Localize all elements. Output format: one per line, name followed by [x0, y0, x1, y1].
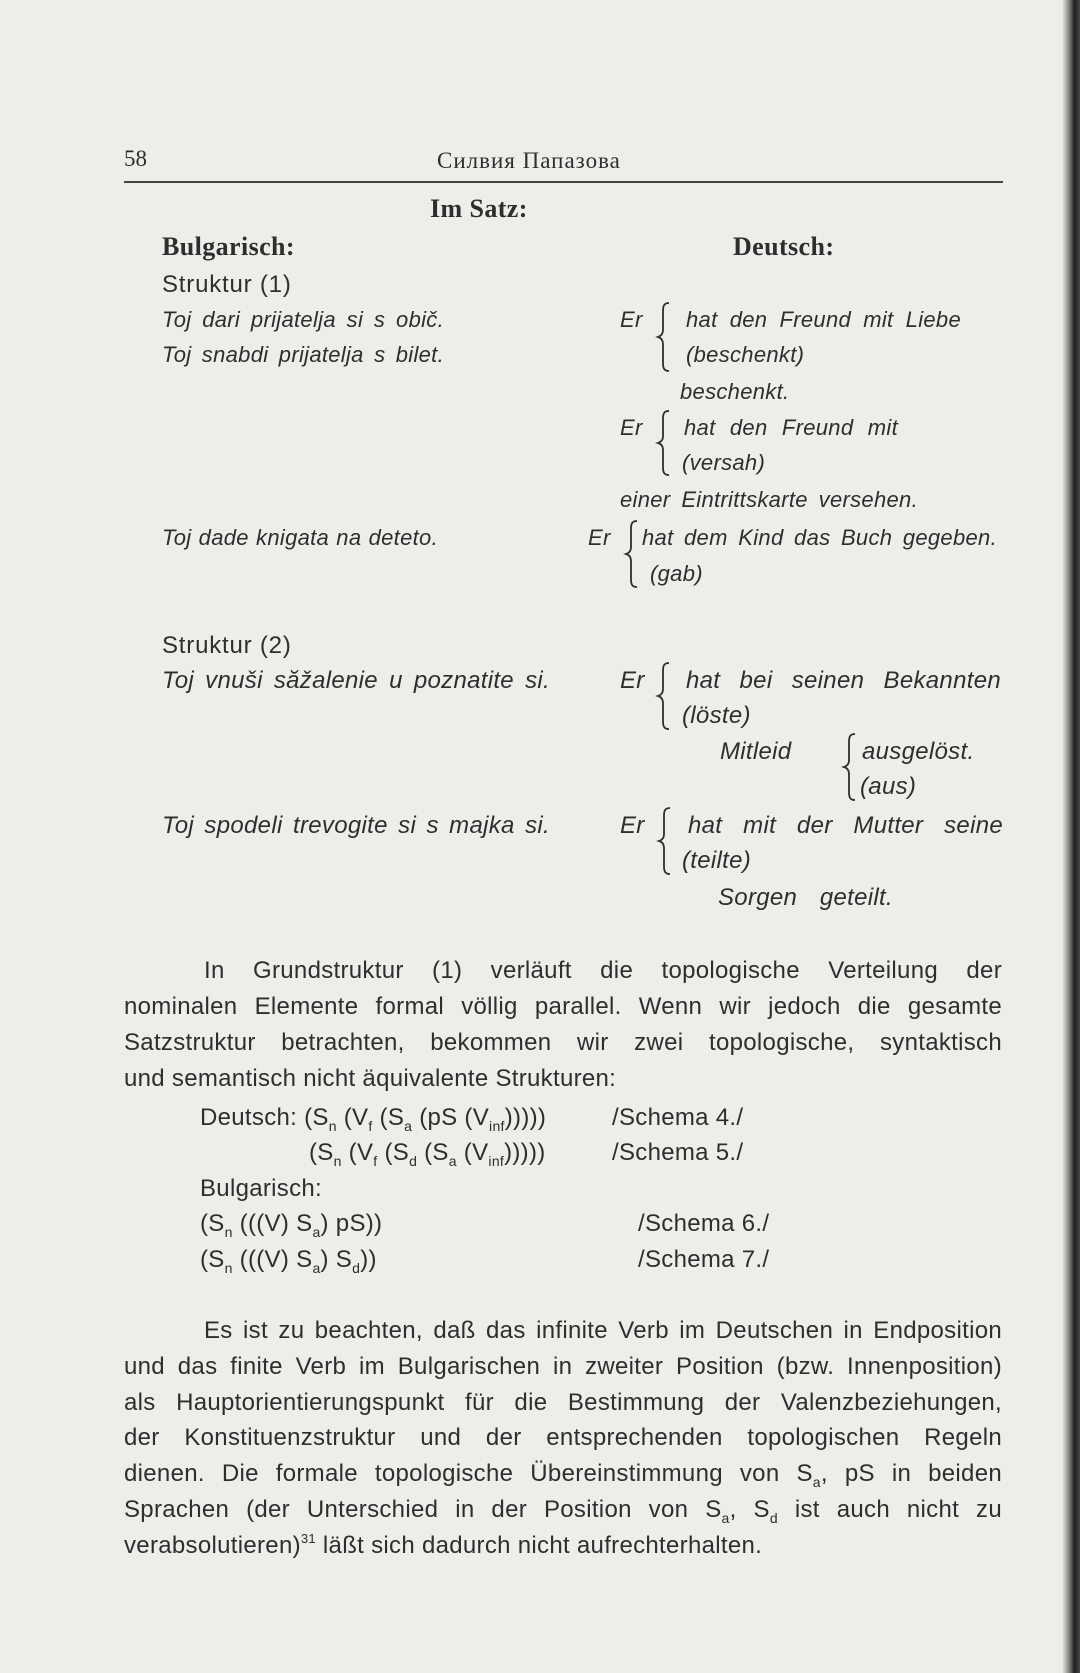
- formula-subscript: a: [312, 1260, 321, 1276]
- bulgarian-example: Toj vnuši săžalenie u poznatite si.: [162, 667, 550, 694]
- german-continuation: beschenkt.: [680, 379, 790, 404]
- schema-label: /Schema 4./: [612, 1104, 744, 1131]
- schema-label: /Schema 7./: [638, 1246, 770, 1273]
- formula-text: (S: [377, 1139, 410, 1166]
- german-verb-variant: (beschenkt): [686, 342, 805, 367]
- formula-text: (S: [309, 1139, 334, 1166]
- formula-subscript: n: [224, 1224, 233, 1240]
- body-paragraph-line: der Konstituenzstruktur und der entsprechenden topologischen Regeln: [124, 1424, 1002, 1451]
- german-continuation: einer Eintrittskarte versehen.: [620, 487, 918, 512]
- formula-subscript: inf: [489, 1118, 505, 1134]
- bulgarian-example: Toj dade knigata na deteto.: [162, 525, 438, 550]
- formula-text: (S: [372, 1104, 405, 1131]
- german-verb-variant: (versah): [682, 450, 766, 475]
- curly-brace-icon: [625, 520, 639, 588]
- curly-brace-icon: [657, 662, 671, 730]
- german-translation-line: hat den Freund mit: [684, 415, 898, 440]
- formula-subscript: inf: [488, 1153, 505, 1169]
- schema-label: /Schema 6./: [638, 1210, 770, 1237]
- subscript: a: [812, 1474, 821, 1490]
- german-subject: Er: [620, 415, 643, 440]
- curly-brace-icon: [657, 410, 671, 476]
- schema-label: /Schema 5./: [612, 1139, 744, 1166]
- german-verb-variant: (gab): [650, 561, 703, 586]
- schema-language-label: Deutsch:: [200, 1104, 298, 1131]
- formula-subscript: n: [328, 1118, 337, 1134]
- structure-1-label: Struktur (1): [162, 271, 292, 298]
- formula-subscript: a: [312, 1224, 321, 1240]
- formula-subscript: d: [352, 1260, 361, 1276]
- schema-formula-line: [200, 1245, 377, 1275]
- column-heading-bulgarian: Bulgarisch:: [162, 232, 295, 261]
- body-paragraph-line: nominalen Elemente formal völlig parallel. Wenn wir jedoch die gesamte: [124, 993, 1002, 1020]
- curly-brace-icon: [658, 807, 672, 875]
- formula-subscript: d: [409, 1153, 418, 1169]
- header-rule: [124, 181, 1003, 183]
- formula-text: (((V) S: [232, 1246, 313, 1273]
- body-paragraph-line: [124, 1531, 762, 1561]
- body-paragraph-line: und semantisch nicht äquivalente Strukturen:: [124, 1065, 617, 1092]
- curly-brace-icon: [657, 302, 671, 372]
- german-subject: Er: [620, 812, 645, 839]
- formula-text: (S: [417, 1139, 449, 1166]
- formula-text: ) pS)): [320, 1210, 383, 1237]
- formula-text: (S: [304, 1104, 329, 1131]
- formula-subscript: n: [333, 1153, 342, 1169]
- body-paragraph-line: als Hauptorientierungspunkt für die Bestimmung der Valenzbeziehungen,: [124, 1389, 1002, 1416]
- curly-brace-icon: [843, 733, 857, 801]
- german-subject: Er: [620, 307, 643, 332]
- german-object: Mitleid: [720, 738, 792, 765]
- body-paragraph-line: [124, 1459, 1002, 1489]
- formula-subscript: n: [224, 1260, 233, 1276]
- paragraph-text: , pS in beiden: [820, 1460, 1002, 1487]
- body-paragraph-line: [124, 1495, 1002, 1525]
- paragraph-text: , S: [729, 1496, 770, 1523]
- formula-text: ) S: [320, 1246, 353, 1273]
- schema-formula-line: [200, 1209, 382, 1239]
- page-edge-shadow: [1062, 0, 1080, 1673]
- formula-text: (S: [200, 1246, 225, 1273]
- german-translation-line: hat mit der Mutter seine: [688, 812, 1003, 839]
- page-number: 58: [124, 146, 147, 171]
- formula-subscript: a: [448, 1153, 457, 1169]
- formula-text: (V: [341, 1139, 374, 1166]
- formula-text: )): [360, 1246, 377, 1273]
- formula-text: (S: [200, 1210, 225, 1237]
- bulgarian-example: Toj snabdi prijatelja s bilet.: [162, 342, 444, 367]
- paragraph-text: läßt sich dadurch nicht aufrechterhalten.: [315, 1532, 763, 1559]
- paragraph-text: Sprachen (der Unterschied in der Position von S: [124, 1496, 722, 1523]
- paragraph-text: verabsolutieren): [124, 1532, 301, 1559]
- german-subject: Er: [620, 667, 645, 694]
- bulgarian-example: Toj dari prijatelja si s obič.: [162, 307, 444, 332]
- formula-subscript: f: [373, 1153, 378, 1169]
- formula-subscript: a: [404, 1118, 413, 1134]
- subscript: a: [721, 1510, 730, 1526]
- german-translation-line: hat dem Kind das Buch gegeben.: [642, 525, 997, 550]
- formula-text: (V: [336, 1104, 369, 1131]
- german-particle-variant: (aus): [860, 773, 917, 800]
- formula-text: (V: [456, 1139, 489, 1166]
- german-continuation: Sorgen geteilt.: [718, 884, 893, 911]
- section-title: Im Satz:: [430, 194, 528, 223]
- german-subject: Er: [588, 525, 611, 550]
- schema-formula-line: [309, 1138, 546, 1168]
- schema-formula-line: [200, 1103, 546, 1133]
- bulgarian-example: Toj spodeli trevogite si s majka si.: [162, 812, 550, 839]
- paragraph-text: ist auch nicht zu: [777, 1496, 1002, 1523]
- schema-language-label: Bulgarisch:: [200, 1175, 323, 1202]
- body-paragraph-line: In Grundstruktur (1) verläuft die topologische Verteilung der: [204, 957, 1002, 984]
- body-paragraph-line: und das finite Verb im Bulgarischen in zweiter Position (bzw. Innenposition): [124, 1353, 1002, 1380]
- running-title: Силвия Папазова: [437, 148, 621, 173]
- german-verb-variant: (teilte): [682, 847, 752, 874]
- german-verb-variant: (löste): [682, 702, 751, 729]
- structure-2-label: Struktur (2): [162, 632, 292, 659]
- formula-text: ))))): [504, 1139, 546, 1166]
- body-paragraph-line: Satzstruktur betrachten, bekommen wir zwei topologische, syntaktisch: [124, 1029, 1002, 1056]
- column-heading-german: Deutsch:: [733, 232, 835, 261]
- body-paragraph-line: Es ist zu beachten, daß das infinite Verb im Deutschen in Endposition: [204, 1317, 1002, 1344]
- formula-subscript: f: [368, 1118, 373, 1134]
- formula-text: (((V) S: [232, 1210, 313, 1237]
- formula-text: ))))): [504, 1104, 547, 1131]
- footnote-marker: 31: [300, 1531, 316, 1546]
- german-translation-line: hat bei seinen Bekannten: [686, 667, 1001, 694]
- paragraph-text: dienen. Die formale topologische Übereinstimmung von S: [124, 1460, 813, 1487]
- subscript: d: [769, 1510, 778, 1526]
- formula-text: (pS (V: [412, 1104, 490, 1131]
- german-particle-line: ausgelöst.: [862, 738, 975, 765]
- german-translation-line: hat den Freund mit Liebe: [686, 307, 961, 332]
